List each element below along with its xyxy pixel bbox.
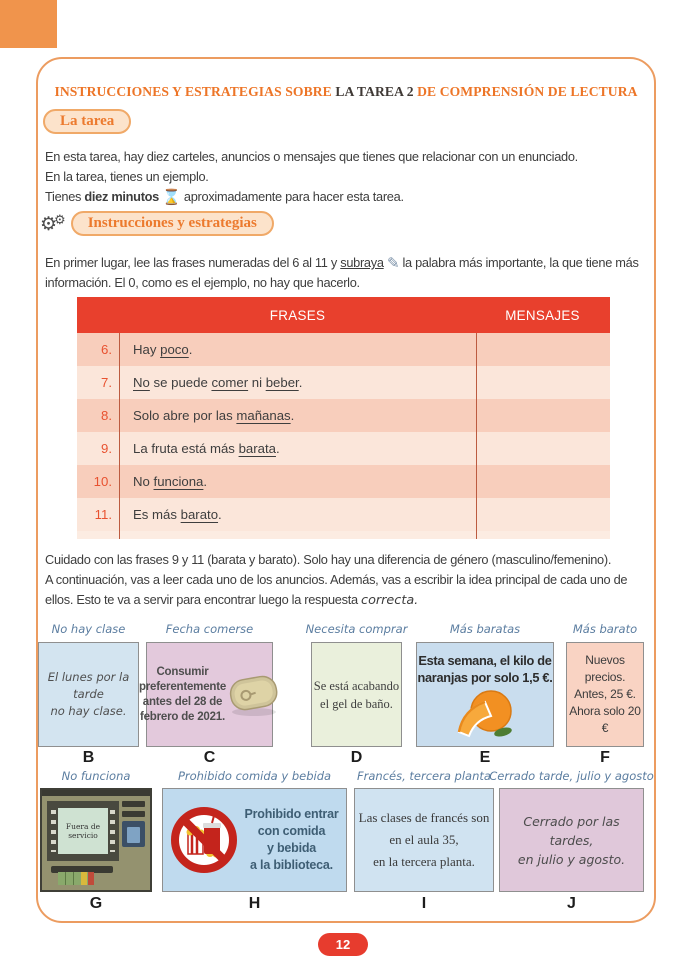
la-tarea-badge: La tarea (43, 109, 131, 134)
table-row (77, 465, 610, 498)
card-e-line: naranjas por solo 1,5 €. (417, 669, 553, 685)
row-phrase: Solo abre por las mañanas. (120, 399, 477, 432)
card-d-letter: D (350, 749, 363, 766)
card-d-line: Se está acabando (313, 678, 400, 693)
card-f-letter: F (600, 749, 610, 766)
instrucciones-badge: Instrucciones y estrategias (71, 211, 274, 236)
no-food-drink-icon (170, 806, 238, 874)
card-g-letter: G (89, 895, 103, 912)
atm-card-reader (122, 821, 145, 847)
card-e-line: Esta semana, el kilo de (418, 652, 552, 668)
page-number-badge: 12 (318, 933, 368, 956)
table-header (77, 297, 610, 333)
title-post: DE COMPRENSIÓN DE LECTURA (413, 84, 638, 99)
card-c-line: febrero de 2021. (139, 710, 225, 723)
content-box (36, 57, 656, 923)
column-header-frases: FRASES (269, 307, 326, 323)
atm-top-bar (42, 790, 150, 796)
card-c-letter: C (203, 749, 216, 766)
card-h (162, 788, 347, 892)
card-i-line: en la tercera planta. (373, 854, 475, 869)
row-phrase: No funciona. (120, 465, 477, 498)
card-d-line: el gel de baño. (320, 696, 393, 711)
card-j-line: en julio y agosto. (517, 851, 626, 867)
atm-buttons-left (51, 810, 56, 852)
row-number: 7. (77, 366, 120, 399)
row-mensaje-cell (477, 399, 610, 432)
duration-text: diez minutos (84, 189, 159, 204)
row-number: 8. (77, 399, 120, 432)
atm-card (127, 827, 140, 843)
card-f-line: Nuevos precios. (584, 653, 626, 684)
card-i-line: Las clases de francés son (358, 810, 490, 825)
atm-receipt-slot (122, 801, 145, 807)
card-d (311, 642, 402, 747)
strategy-paragraph: En primer lugar, lee las frases numeradas del 6 al 11 y subraya ✎ la palabra más importante, la que tiene más información. El 0, como es el ejemplo, no hay que hacerlo. (45, 254, 639, 290)
card-e (416, 642, 554, 747)
card-e-label: Más baratas (449, 622, 521, 636)
intro-line1: En esta tarea, hay diez carteles, anuncios o mensajes que tienes que relacionar con un enunciado. (45, 149, 578, 164)
strategy-header (40, 211, 274, 236)
table-footer-strip (77, 531, 610, 539)
row-number: 11. (77, 498, 120, 531)
row-number: 6. (77, 333, 120, 366)
card-f (566, 642, 644, 747)
card-j-line: Cerrado por las tardes, (523, 813, 620, 848)
card-i-letter: I (421, 895, 427, 912)
atm-key-red (88, 872, 94, 885)
row-phrase: Hay poco. (120, 333, 477, 366)
row-mensaje-cell (477, 432, 610, 465)
row-mensaje-cell (477, 366, 610, 399)
hourglass-icon: ⌛ (162, 188, 181, 206)
page-title (38, 84, 654, 100)
card-i-label: Francés, tercera planta (357, 769, 491, 783)
intro-paragraph (45, 147, 649, 207)
intro-line3: Tienes diez minutos ⌛ aproximadamente para hacer esta tarea. (45, 188, 404, 206)
card-j (499, 788, 644, 892)
atm-keypad (58, 872, 94, 885)
underlined-word: subraya (340, 255, 384, 270)
table-row (77, 333, 610, 366)
intro-line2: En la tarea, tienes un ejemplo. (45, 169, 209, 184)
card-h-line: con comida (257, 824, 326, 838)
card-i-line: en el aula 35, (389, 832, 459, 847)
card-f-label: Más barato (572, 622, 638, 636)
card-b-line: El lunes por la tarde (47, 670, 130, 701)
card-b-label: No hay clase (51, 622, 126, 636)
row-mensaje-cell (477, 498, 610, 531)
table-row (77, 366, 610, 399)
atm-buttons-right (110, 810, 115, 852)
card-c-line: Consumir (156, 665, 209, 678)
row-number: 9. (77, 432, 120, 465)
atm-machine-image (40, 788, 152, 892)
card-b-line: no hay clase. (50, 704, 127, 718)
sardine-tin-image (228, 672, 280, 718)
card-h-label: Prohibido comida y bebida (177, 769, 332, 783)
row-phrase: No se puede comer ni beber. (120, 366, 477, 399)
table-row (77, 432, 610, 465)
column-header-mensajes: MENSAJES (505, 307, 580, 323)
pencil-icon: ✎ (386, 254, 400, 272)
orange-fruit-image (453, 686, 517, 742)
atm-key-yellow (81, 872, 87, 885)
footer-num (77, 531, 120, 539)
card-i (354, 788, 494, 892)
atm-receipt-slot (122, 811, 145, 817)
card-h-letter: H (248, 895, 261, 912)
card-c-label: Fecha comerse (165, 622, 254, 636)
row-mensaje-cell (477, 465, 610, 498)
table-row (77, 399, 610, 432)
card-c (138, 642, 273, 747)
table-row (77, 498, 610, 531)
atm-screen-frame (47, 801, 119, 861)
card-b (38, 642, 139, 747)
frases-mensajes-table (77, 297, 610, 539)
title-highlight: LA TAREA 2 (335, 84, 414, 99)
card-g-label: No funciona (61, 769, 131, 783)
advice-line2: A continuación, vas a leer cada uno de los anuncios. Además, vas a escribir la idea principal de cada uno de ellos. Esto te va a servir para encontrar luego la respuesta correcta. (45, 572, 628, 608)
footer-msg (477, 531, 610, 539)
card-h-line: Prohibido entrar (244, 807, 339, 821)
atm-screen: Fuera de servicio (58, 808, 108, 854)
card-f-line: Antes, 25 €. (574, 687, 636, 701)
card-f-line: Ahora solo 20 € (569, 704, 641, 735)
card-j-label: Cerrado tarde, julio y agosto (489, 769, 654, 783)
title-pre: INSTRUCCIONES Y ESTRATEGIAS SOBRE (54, 84, 336, 99)
atm-side-panel (122, 801, 145, 847)
row-phrase: La fruta está más barata. (120, 432, 477, 465)
card-h-line: y bebida (266, 841, 317, 855)
advice-paragraph (45, 550, 649, 611)
card-c-line: preferentemente (138, 680, 227, 693)
card-e-letter: E (479, 749, 491, 766)
handwritten-word: correcta. (361, 593, 419, 608)
card-b-letter: B (82, 749, 95, 766)
card-d-label: Necesita comprar (305, 622, 408, 636)
footer-phrase (120, 531, 477, 539)
advice-line1: Cuidado con las frases 9 y 11 (barata y barato). Solo hay una diferencia de género (masculino/femenino). (45, 552, 612, 567)
row-phrase: Es más barato. (120, 498, 477, 531)
card-h-line: a la biblioteca. (250, 858, 333, 872)
row-mensaje-cell (477, 333, 610, 366)
gears-icon: ⚙⚙ (40, 211, 63, 235)
card-c-line: antes del 28 de (142, 695, 223, 708)
card-j-letter: J (567, 895, 576, 912)
table-body (77, 333, 610, 539)
row-number: 10. (77, 465, 120, 498)
corner-tab (0, 0, 57, 48)
